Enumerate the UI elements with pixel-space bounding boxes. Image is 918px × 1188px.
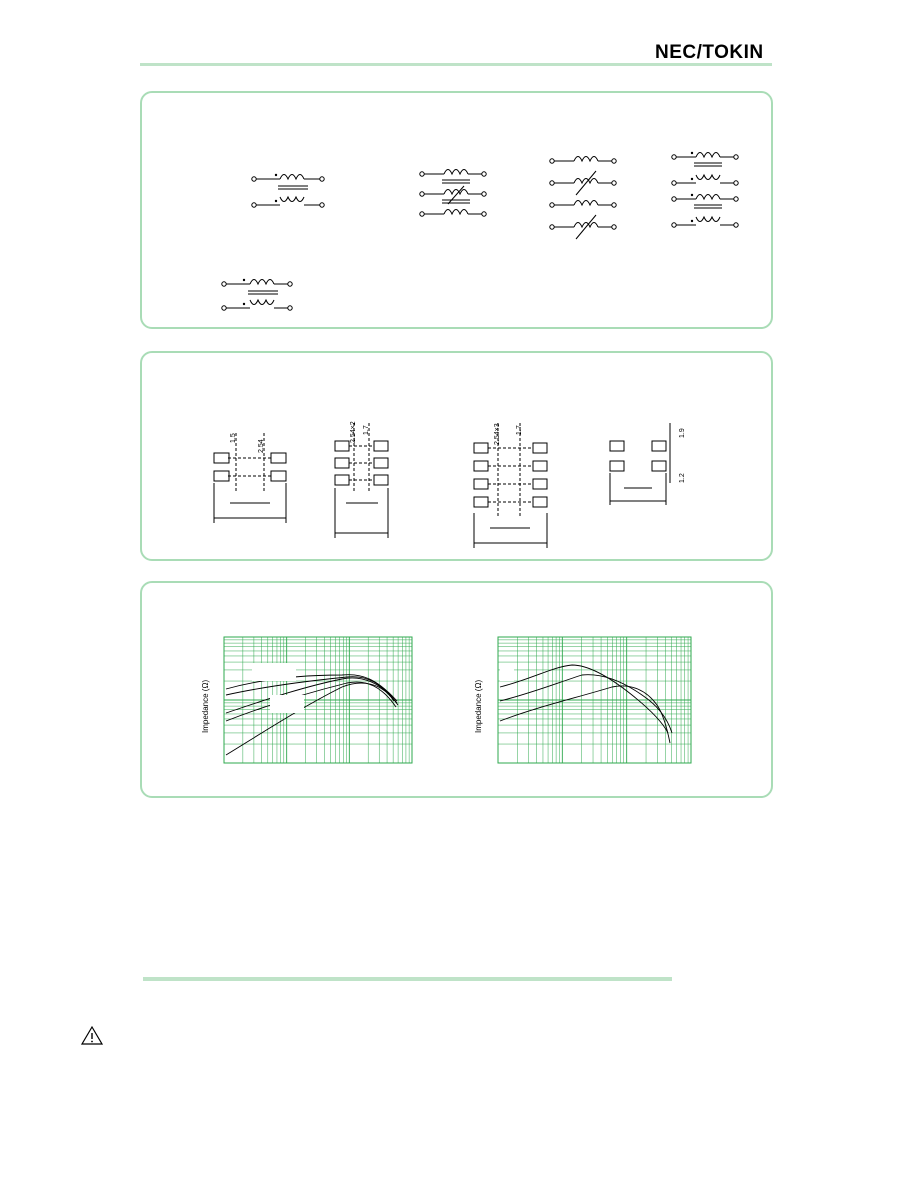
f3-pitch-label: 2.54×3	[494, 423, 501, 445]
warning-triangle-icon	[80, 1025, 104, 1045]
brand-logo: NEC/TOKIN	[655, 42, 764, 63]
footprint-panel	[140, 351, 773, 561]
right-ylabel: Impedance (Ω)	[474, 679, 483, 733]
footprint-3	[474, 423, 547, 548]
impedance-panel	[140, 581, 773, 798]
f1-pitch-label: 1.5	[230, 433, 237, 443]
schematic-drawings	[142, 93, 775, 331]
schematic-single-choke-alt	[222, 279, 292, 310]
footprint-4	[610, 423, 670, 505]
chart-label-box	[270, 695, 304, 713]
impedance-chart-left	[224, 637, 412, 763]
chart-label-box	[500, 669, 514, 681]
header-divider	[140, 63, 772, 66]
f2-width-label: 1.7	[363, 425, 370, 435]
schematic-panel	[140, 91, 773, 329]
f1-width-label: 2.54	[258, 439, 265, 453]
impedance-chart-right	[498, 637, 691, 763]
left-ylabel: Impedance (Ω)	[201, 679, 210, 733]
footprint-1	[214, 433, 286, 523]
f4-pitch-label: 1.9	[679, 428, 686, 438]
schematic-dual-transformer	[672, 152, 738, 227]
footprint-2	[335, 423, 388, 538]
schematic-triple-choke	[420, 170, 486, 217]
chart-label-box	[252, 663, 296, 681]
f2-pitch-label: 2.54×2	[350, 421, 357, 443]
schematic-quad-choke	[550, 157, 616, 240]
f3-width-label: 1.7	[516, 425, 523, 435]
schematic-single-choke	[252, 174, 324, 207]
f4-height-label: 1.2	[679, 473, 686, 483]
footprint-drawings	[142, 353, 775, 563]
impedance-charts	[142, 583, 775, 800]
footer-divider	[143, 977, 672, 981]
